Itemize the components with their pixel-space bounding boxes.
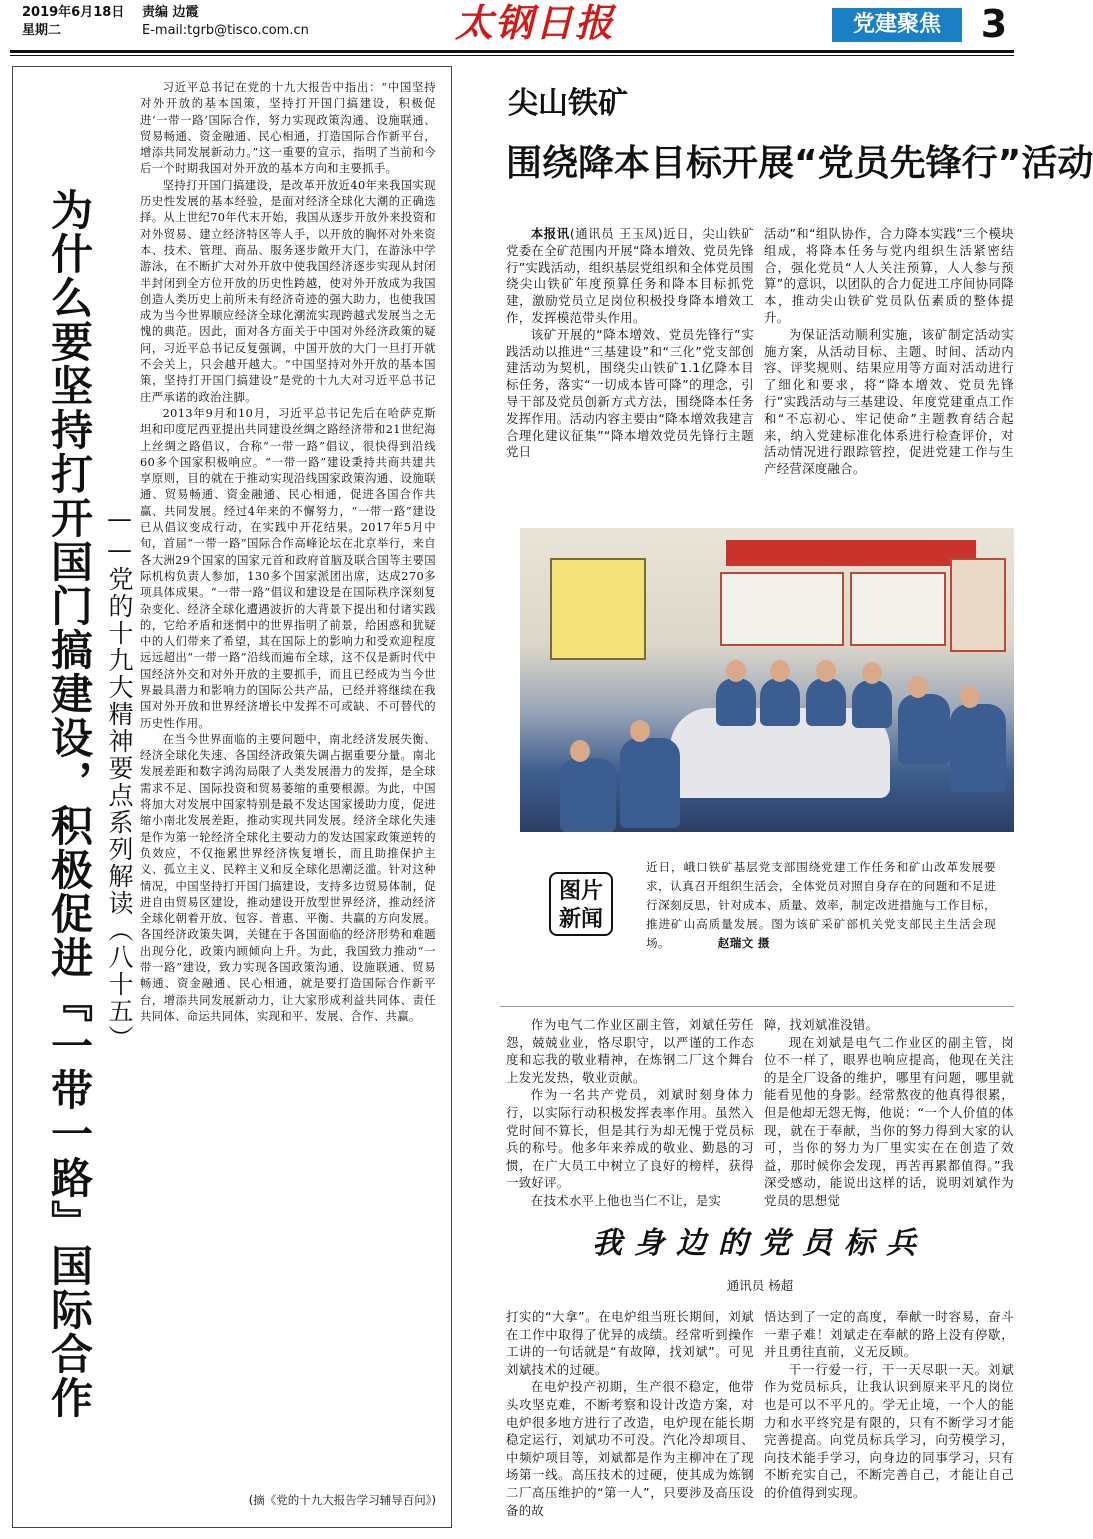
article2-paragraph: 在电炉投产初期，生产很不稳定，他带头攻坚克难，不断考察和设计改造方案，对电炉很多地方进行了改造，电炉现在能长期稳定运行，刘斌功不可没。汽化冷却项目、中频炉项目等，刘斌都是作为主柳冲在了现场第一线。高压技术的过硬，使其成为炼钢二厂高压维护的“第一人”，只要涉及高压设备的故 bbox=[506, 1379, 754, 1518]
article2-top-column-1 bbox=[506, 1016, 754, 1210]
red-banner bbox=[726, 540, 976, 566]
article1-kicker: 尖山铁矿 bbox=[508, 86, 628, 121]
article2-bottom-column-2 bbox=[764, 1308, 1014, 1502]
page-number: 3 bbox=[980, 2, 1008, 46]
issue-weekday: 星期二 bbox=[22, 23, 62, 38]
feature-paragraph: 坚持打开国门搞建设，是改革开放近40年来我国实现历史性发展的基本经验，是面对经济全球化大潮的正确选择。从上世纪70年代末开始，我国从逐步开放外来投资和对外贸易、建立经济特区等人手，以开放的胸怀对外来资本、技术、管理、商品、服务逐步敞开大门，在游泳中学游泳，在不断扩大对外开放中使我国经济逐步实现从封闭半封闭到全方位开放的历史性跨越，使对外开放成为我国创造人类历史上前所未有经济奇迹的强大助力，也使我国成为当今世界顺应经济全球化潮流实现跨越式发展当之无愧的典范。因此，面对各方面关于中国对外经济政策的疑问，习近平总书记反复强调，中国开放的大门一旦打开就不会关上，只会越开越大。“中国坚持对外开放的基本国策，坚持打开国门搞建设”是党的十九大对习近平总书记庄严承诺的政治注脚。 bbox=[140, 178, 436, 404]
feature-title: 为什么要坚持打开国门搞建设，积极促进『一带一路』国际合作 bbox=[45, 188, 94, 1420]
article1-title: 围绕降本目标开展“党员先锋行”活动 bbox=[506, 143, 1093, 184]
wall-board bbox=[950, 558, 1006, 652]
article2-paragraph: 打实的“大拿”。在电炉组当班长期间，刘斌在工作中取得了优异的成绩。经常听到操作工讲的一句话就是“有故障，找刘斌”。可见刘斌技术的过硬。 bbox=[506, 1309, 754, 1377]
article1-byline: (通讯员 王玉凤) bbox=[569, 226, 663, 241]
person-figure bbox=[806, 678, 846, 726]
article2-paragraph: 在技术水平上他也当仁不让，是实 bbox=[530, 1192, 722, 1208]
person-figure bbox=[716, 678, 756, 726]
article2-paragraph: 作为一名共产党员，刘斌时刻身体力行，以实际行动积极发挥表率作用。虽然入党时间不算长，但是其行为却无愧于党员标兵的称号。他多年来养成的敬业、勤恳的习惯，在广大员工中树立了良好的榜样，获得一致好评。 bbox=[506, 1087, 754, 1191]
person-figure bbox=[620, 738, 680, 828]
projection-screen bbox=[550, 558, 646, 660]
feature-subtitle: ——党的十九大精神要点系列解读（八十五） bbox=[105, 504, 134, 1052]
header-rule bbox=[10, 50, 1014, 53]
photo-news-badge-line: 图片 bbox=[558, 879, 603, 904]
feature-paragraph: 2013年9月和10月，习近平总书记先后在哈萨克斯坦和印度尼西亚提出共同建设丝绸之路经济带和21世纪海上丝绸之路倡议，合称“一带一路”倡议，很快得到沿线60多个国家积极响应。“一带一路”建设秉持共商共建共享原则，目的就在于推动实现沿线国家政策沟通、设施联通、贸易畅通、资金融通、民心相通，促进各国合作共赢、共同发展。经过4年来的不懈努力，“一带一路”建设已从倡议变成行动，在实践中开花结果。2017年5月中旬，首届“一带一路”国际合作高峰论坛在北京举行，来自各大洲29个国家的国家元首和政府首脑及联合国等主要国际机构负责人参加，130多个国家派团出席，达成270多项具体成果。“一带一路”倡议和建设是在国际秩序深刻复杂变化、经济全球化遭遇波折的大背景下提出和付诸实践的，它给矛盾和迷惘中的世界指明了前景，给困惑和犹疑中的人们带来了希望，其在国际上的影响力和受欢迎程度远远超出“一带一路”沿线而遍布全球，这不仅是新时代中国经济外交和对外开放的主要抓手，而且已经成为当今世界最具潜力和影响力的国际公共产品，已经并将继续在我国对外开放和世界经济增长中发挥不可或缺、不可替代的历史性作用。 bbox=[140, 406, 436, 730]
article2-bottom-column-1 bbox=[506, 1308, 754, 1519]
person-figure bbox=[852, 680, 892, 728]
editor-block bbox=[142, 4, 309, 40]
article2-top-column-2 bbox=[764, 1016, 1014, 1210]
article2-byline: 通讯员 杨超 bbox=[726, 1278, 794, 1293]
issue-date-block bbox=[22, 4, 124, 40]
article2-title: 我身边的党员标兵 bbox=[592, 1226, 928, 1261]
person-figure bbox=[760, 678, 800, 726]
feature-paragraph: 在当今世界面临的主要问题中，南北经济发展失衡、经济全球化失速、各国经济政策失调占据重要分量。南北发展差距和数字鸿沟局限了人类发展潜力的发挥，是全球需求不足、国际投资和贸易萎缩的重要根源。为此，中国将加大对发展中国家特别是最不发达国家援助力度，促进缩小南北发展差距，推动实现共同发展。经济全球化失速是作为第一轮经济全球化主要动力的发达国家政策逆转的负效应，不仅拖累世界经济恢复增长，而且助推保护主义、孤立主义、民粹主义和反全球化思潮泛滥。针对这种情况，中国坚持打开国门搞建设，支持多边贸易体制，促进自由贸易区建设，推动建设开放型世界经济，推动经济全球化朝着开放、包容、普惠、平衡、共赢的方向发展。各国经济政策失调，关键在于各国面临的经济形势和难题出现分化，政策内顾倾向上升。为此，我国致力推动“一带一路”建设，致力实现各国政策沟通、设施联通、贸易畅通、资金融通、民心相通，就是要打造国际合作新平台，增添共同发展新动力，让大家形成利益共同体、责任共同体、命运共同体，实现和平、发展、合作、共赢。 bbox=[140, 732, 436, 1023]
article2-paragraph: 作为电气二作业区副主管，刘斌任劳任怨，兢兢业业，恪尽职守，以严谨的工作态度和忘我的敬业精神，在炼钢二厂这个舞台上发光发热，敬业贡献。 bbox=[506, 1017, 754, 1085]
person-figure bbox=[898, 694, 950, 764]
article1-lead: 近日，尖山铁矿党委在全矿范围内开展“降本增效、党员先锋行”实践活动，组织基层党组织和全体党员围绕尖山铁矿年度预算任务和降本目标抓党建，激励党员立足岗位积极投身降本增效工作，发挥模范带头作用。 bbox=[506, 226, 754, 325]
person-figure bbox=[950, 704, 1006, 792]
wall-board bbox=[850, 572, 946, 646]
photo-news-badge bbox=[549, 872, 613, 936]
photo-caption-text: 近日，峨口铁矿基层党支部围绕党建工作任务和矿山改革发展要求，认真召开组织生活会，全体党员对照自身存在的问题和不足进行深刻反思，针对成本、质量、效率，制定改进措施与工作目标，推进矿山高质量发展。图为该矿采矿部机关党支部民主生活会现场。 bbox=[646, 860, 996, 950]
photo-credit: 赵瑞文 摄 bbox=[717, 936, 770, 950]
header-rule-thin bbox=[10, 55, 1014, 56]
issue-date: 2019年6月18日 bbox=[22, 5, 125, 20]
article1-paragraph bbox=[506, 226, 754, 327]
article2-paragraph: 悟达到了一定的高度，奉献一时容易，奋斗一辈子难！刘斌走在奉献的路上没有停歇，并且勇往直前，义无反顾。 bbox=[764, 1309, 1014, 1360]
article1-paragraph: 为保证活动顺利实施，该矿制定活动实施方案，从活动目标、主题、时间、活动内容、评奖规则、结果应用等方面对活动进行了细化和要求，将“降本增效、党员先锋行”实践活动与三基建设、年度党建重点工作和“不忘初心、牢记使命”主题教育结合起来，纳入党建标准化体系进行检查评价，对活动情况进行跟踪管控，促进党建工作与生产经营深度融合。 bbox=[764, 326, 1014, 477]
editor-email[interactable]: E-mail:tgrb@tisco.com.cn bbox=[142, 23, 309, 38]
photo-news-badge-line: 新闻 bbox=[558, 907, 603, 932]
article1-byline-label: 本报讯 bbox=[530, 226, 570, 241]
newspaper-masthead: 太钢日报 bbox=[454, 0, 615, 45]
article2-paragraph: 干一行爱一行，干一天尽职一天。刘斌作为党员标兵，让我认识到原来平凡的岗位也是可以不平凡的。学无止境，一个人的能力和水平终究是有限的，只有不断学习才能完善提高。向党员标兵学习，向劳模学习，向技术能手学习，向身边的同事学习，只有不断充实自己，不断完善自己，才能让自己的价值得到实现。 bbox=[764, 1361, 1014, 1500]
article1-paragraph: 活动”和“组队协作，合力降本实践”三个模块组成，将降本任务与党内组织生活紧密结合，强化党员“人人关注预算，人人参与预算”的意识，以团队的合力促进工序间协同降本，推动尖山铁矿党员队伍素质的整体提升。 bbox=[764, 226, 1014, 325]
article2-paragraph: 现在刘斌是电气二作业区的副主管，岗位不一样了，眼界也响应提高，他现在关注的是全厂设备的维护，哪里有问题，哪里就能看见他的身影。经常熬夜的他真得很累，但是他却无怨无悔，他说：“一个人价值的体现，就在于奉献，当你的努力得到大家的认可，当你的努力为厂里实实在在创造了效益，那时候你会发现，再苦再累都值得。”我深受感动，能说出这样的话，说明刘斌作为党员的思想觉 bbox=[764, 1034, 1014, 1208]
feature-source: (摘《党的十九大报告学习辅导百问》) bbox=[248, 1493, 436, 1507]
wall-board bbox=[720, 572, 844, 646]
article1-column-1 bbox=[506, 226, 754, 461]
feature-body bbox=[140, 80, 436, 1025]
editor-name: 责编 边霞 bbox=[142, 5, 199, 20]
section-badge: 党建聚焦 bbox=[832, 8, 962, 42]
meeting-photo bbox=[520, 528, 1014, 832]
feature-paragraph: 习近平总书记在党的十九大报告中指出：“中国坚持对外开放的基本国策，坚持打开国门搞建设，积极促进‘一带一路’国际合作，努力实现政策沟通、设施联通、贸易畅通、资金融通、民心相通，打造国际合作新平台，增添共同发展新动力。”这一重要的宣示，指明了当前和今后一个时期我国对外开放的基本方向和主要抓手。 bbox=[140, 81, 436, 176]
person-figure bbox=[560, 758, 616, 832]
section-divider bbox=[500, 1006, 1014, 1007]
article2-paragraph: 障，找刘斌准没错。 bbox=[764, 1017, 879, 1032]
article1-paragraph: 该矿开展的“降本增效、党员先锋行”实践活动以推进“三基建设”和“三化”党支部创建活动为契机，围绕尖山铁矿1.1亿降本目标任务，落实“一切成本皆可降”的理念，引导干部及党员创新方式方法，围绕降本任务发挥作用。活动内容主要由“降本增效我建言合理化建议征集”“降本增效党员先锋行主题党日 bbox=[506, 326, 754, 460]
photo-caption bbox=[646, 858, 996, 953]
article1-column-2 bbox=[764, 226, 1014, 478]
